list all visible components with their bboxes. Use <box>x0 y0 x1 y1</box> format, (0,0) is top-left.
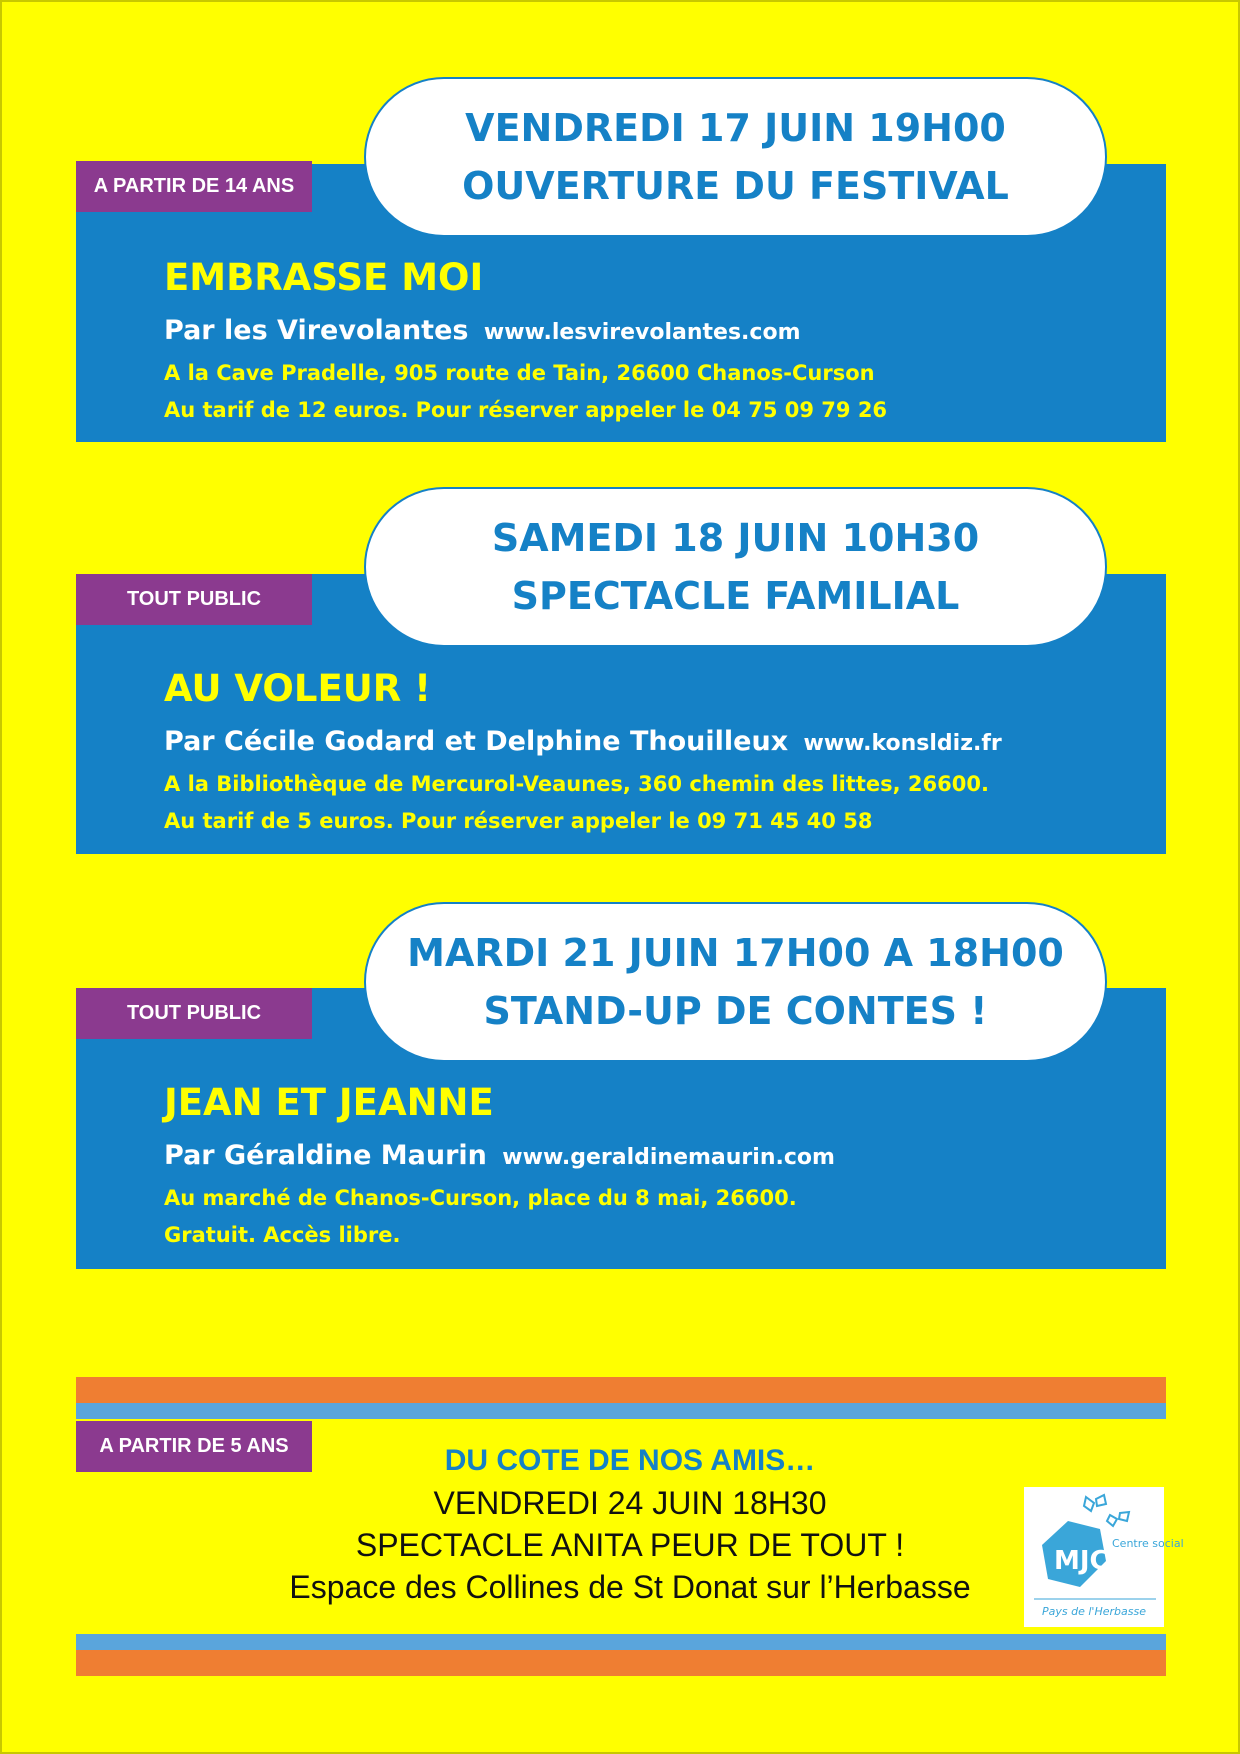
performer: Par Cécile Godard et Delphine Thouilleux <box>164 726 789 757</box>
event-date-pill <box>364 487 1107 647</box>
event-kind: STAND-UP DE CONTES ! <box>483 989 988 1033</box>
logo-caption: Pays de l'Herbasse <box>1042 1605 1146 1618</box>
stripe-blue-bottom <box>76 1634 1166 1650</box>
mjc-logo-graphic <box>1024 1487 1184 1627</box>
event-date: MARDI 21 JUIN 17H00 A 18H00 <box>407 931 1064 975</box>
age-badge: TOUT PUBLIC <box>76 574 312 625</box>
logo-tag: Centre social <box>1112 1537 1184 1550</box>
butterfly-icon <box>1084 1495 1129 1526</box>
age-badge: TOUT PUBLIC <box>76 988 312 1039</box>
friends-venue: Espace des Collines de St Donat sur l’Herbasse <box>289 1569 971 1605</box>
event-date: SAMEDI 18 JUIN 10H30 <box>491 516 980 560</box>
show-title: EMBRASSE MOI <box>164 256 484 299</box>
performer-line <box>164 726 1002 757</box>
price-info: Au tarif de 12 euros. Pour réserver appeler le 04 75 09 79 26 <box>164 398 888 422</box>
event-kind: SPECTACLE FAMILIAL <box>511 574 960 618</box>
mjc-logo <box>1024 1487 1184 1627</box>
show-title: JEAN ET JEANNE <box>164 1081 494 1124</box>
event-date-pill <box>364 902 1107 1062</box>
friends-show: SPECTACLE ANITA PEUR DE TOUT ! <box>355 1527 905 1563</box>
website-link[interactable]: www.geraldinemaurin.com <box>502 1145 835 1170</box>
age-badge: A PARTIR DE 5 ANS <box>76 1421 312 1472</box>
event-date-pill <box>364 77 1107 237</box>
event-date: VENDREDI 17 JUIN 19H00 <box>465 106 1006 150</box>
stripe-orange-bottom <box>76 1650 1166 1676</box>
logo-letters: MJC <box>1054 1546 1109 1576</box>
friends-section <box>200 1440 1060 1608</box>
friends-heading: DU COTE DE NOS AMIS… <box>444 1444 816 1477</box>
age-badge: A PARTIR DE 14 ANS <box>76 161 312 212</box>
website-link[interactable]: www.lesvirevolantes.com <box>483 320 801 345</box>
price-info: Gratuit. Accès libre. <box>164 1223 401 1247</box>
performer-line <box>164 315 801 346</box>
performer: Par Géraldine Maurin <box>164 1140 487 1171</box>
show-title: AU VOLEUR ! <box>164 667 432 710</box>
website-link[interactable]: www.konsldiz.fr <box>803 731 1002 756</box>
stripe-blue-top <box>76 1403 1166 1419</box>
venue: Au marché de Chanos-Curson, place du 8 mai, 26600. <box>164 1186 797 1210</box>
venue: A la Cave Pradelle, 905 route de Tain, 26600 Chanos-Curson <box>164 361 875 385</box>
performer: Par les Virevolantes <box>164 315 469 346</box>
venue: A la Bibliothèque de Mercurol-Veaunes, 360 chemin des littes, 26600. <box>164 772 989 796</box>
stripe-orange-top <box>76 1377 1166 1403</box>
performer-line <box>164 1140 835 1171</box>
event-kind: OUVERTURE DU FESTIVAL <box>462 164 1009 208</box>
price-info: Au tarif de 5 euros. Pour réserver appeler le 09 71 45 40 58 <box>164 809 873 833</box>
friends-date: VENDREDI 24 JUIN 18H30 <box>433 1485 827 1521</box>
